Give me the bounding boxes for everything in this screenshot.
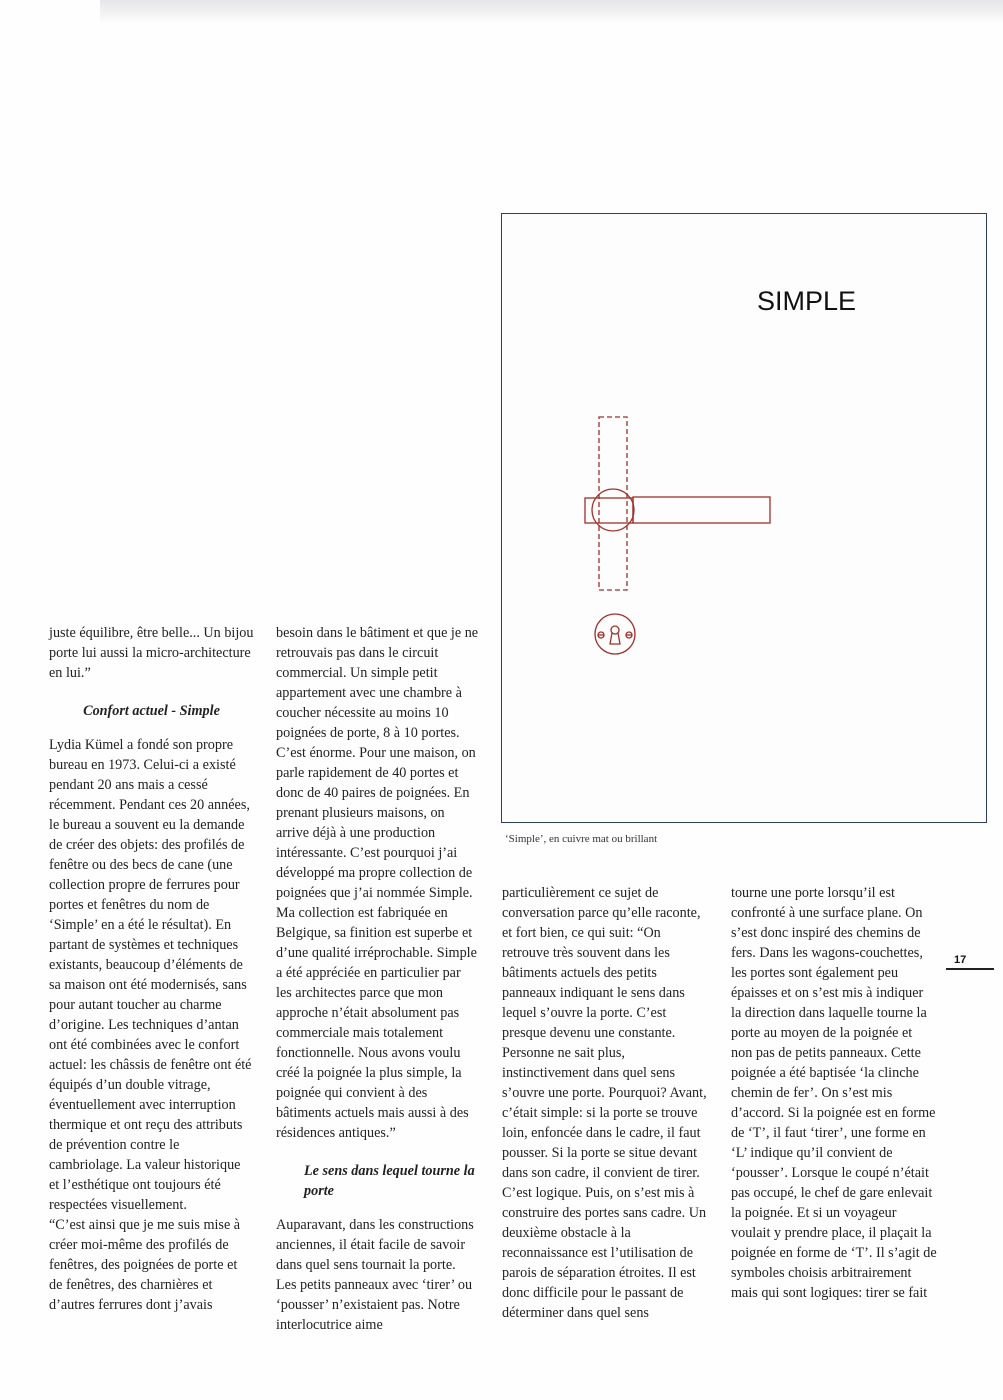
paragraph: particulièrement ce sujet de conversation parce qu’elle raconte, et fort bien, ce qui suit: “On retrouve très souvent dans les bâtiments actuels des petits panneaux indiquant le sens dans lequel s’ouvre la porte. C’est presque devenu une constante. Personne ne sait plus, instinctivement dans quel sens s’ouvre une porte. Pourquoi? Avant, c’était simple: si la porte se trouve loin, enfoncée dans le cadre, il faut pousser. Si la porte se situe devant dans son cadre, il convient de tirer. C’est logique. Puis, on s’est mis à construire des portes sans cadre. Un deuxième obstacle à la reconnaissance est l’utilisation de parois de séparation étroites. Il est donc difficile pour le passant de déterminer dans quel sens [502, 885, 707, 1321]
paragraph: besoin dans le bâtiment et que je ne retrouvais pas dans le circuit commercial. Un simple petit appartement avec une chambre à coucher nécessite au moins 10 poignées de porte, 8 à 10 portes. C’est énorme. Pour une maison, on parle rapidement de 40 portes et donc de 40 paires de poignées. En prenant plusieurs maisons, on arrive déjà à une production intéressante. C’est pourquoi j’ai développé ma propre collection de poignées que j’ai nommée Simple. Ma collection est fabriquée en Belgique, sa finition est superbe et d’une qualité irréprochable. Simple a été appréciée en particulier par les architectes parce que mon approche n’était absolument pas commerciale mais totalement fonctionnelle. Nous avons voulu créé la poignée la plus simple, la poignée qui convient à des bâtiments actuels mais aussi à des résidences antiques.” [276, 625, 479, 1141]
figure-caption: ‘Simple’, en cuivre mat ou brillant [505, 833, 658, 845]
door-handle-drawing [502, 214, 986, 822]
text-column-1 [49, 623, 254, 1315]
handle-icon [585, 417, 770, 590]
page-number: 17 [954, 954, 967, 966]
paragraph: tourne une porte lorsqu’il est confronté à une surface plane. On s’est donc inspiré des chemins de fers. Dans les wagons-couchettes, les portes sont également peu épaisses et on s’est mis à indiquer la direction dans laquelle tourne la porte au moyen de la poignée et non pas de petits panneaux. Cette poignée a été baptisée ‘la clinche chemin de fer’. On s’est mis d’accord. Si la poignée est en forme de ‘T’, il faut ‘tirer’, une forme en ‘L’ indique qu’il convient de ‘pousser’. Lorsque le coupé n’était pas occupé, le chef de gare enlevait la poignée. Et si un voyageur voulait y prendre place, il plaçait la poignée en forme de ‘T’. Il s’agit de symboles choisis arbitrairement mais qui sont logiques: tirer se fait [731, 885, 937, 1301]
section-heading: Confort actuel - Simple [83, 703, 220, 719]
paragraph: “C’est ainsi que je me suis mise à créer moi-même des profilés de fenêtres, des poignées de porte et de fenêtres, des charnières et d’autres ferrures dont j’avais [49, 1217, 241, 1313]
section-heading: Le sens dans lequel tourne la porte [304, 1163, 475, 1199]
figure-title: SIMPLE [757, 286, 857, 316]
paragraph: Lydia Kümel a fondé son propre bureau en 1973. Celui-ci a existé pendant 20 ans mais a cessé récemment. Pendant ces 20 années, le bureau a souvent eu la demande de créer des objets: des profilés de fenêtre ou des becs de cane (une collection propre de ferrures pour portes et fenêtres du nom de ‘Simple’ en a été le résultat). En partant de systèmes et techniques existants, beaucoup d’éléments de sa maison ont été modernisés, sans pour autant toucher au charme d’origine. Les techniques d’antan ont été combinées avec le confort actuel: les châssis de fenêtre ont été équipés d’un double vitrage, éventuellement avec interruption thermique et ont reçu des attributs de prévention contre le cambriolage. La valeur historique et l’esthétique ont toujours été respectées visuellement. [49, 737, 252, 1213]
text-column-2 [276, 623, 479, 1335]
text-column-4 [731, 883, 937, 1303]
text-column-3 [502, 883, 708, 1323]
keyhole-escutcheon-icon [595, 614, 635, 654]
scan-edge-shade [100, 0, 1003, 22]
page-number-rule [946, 968, 994, 970]
figure-frame [501, 213, 987, 823]
paragraph: Auparavant, dans les constructions anciennes, il était facile de savoir dans quel sens tournait la porte. Les petits panneaux avec ‘tirer’ ou ‘pousser’ n’existaient pas. Notre interlocutrice aime [276, 1217, 474, 1333]
paragraph: juste équilibre, être belle... Un bijou porte lui aussi la micro-architecture en lui.” [49, 625, 254, 681]
